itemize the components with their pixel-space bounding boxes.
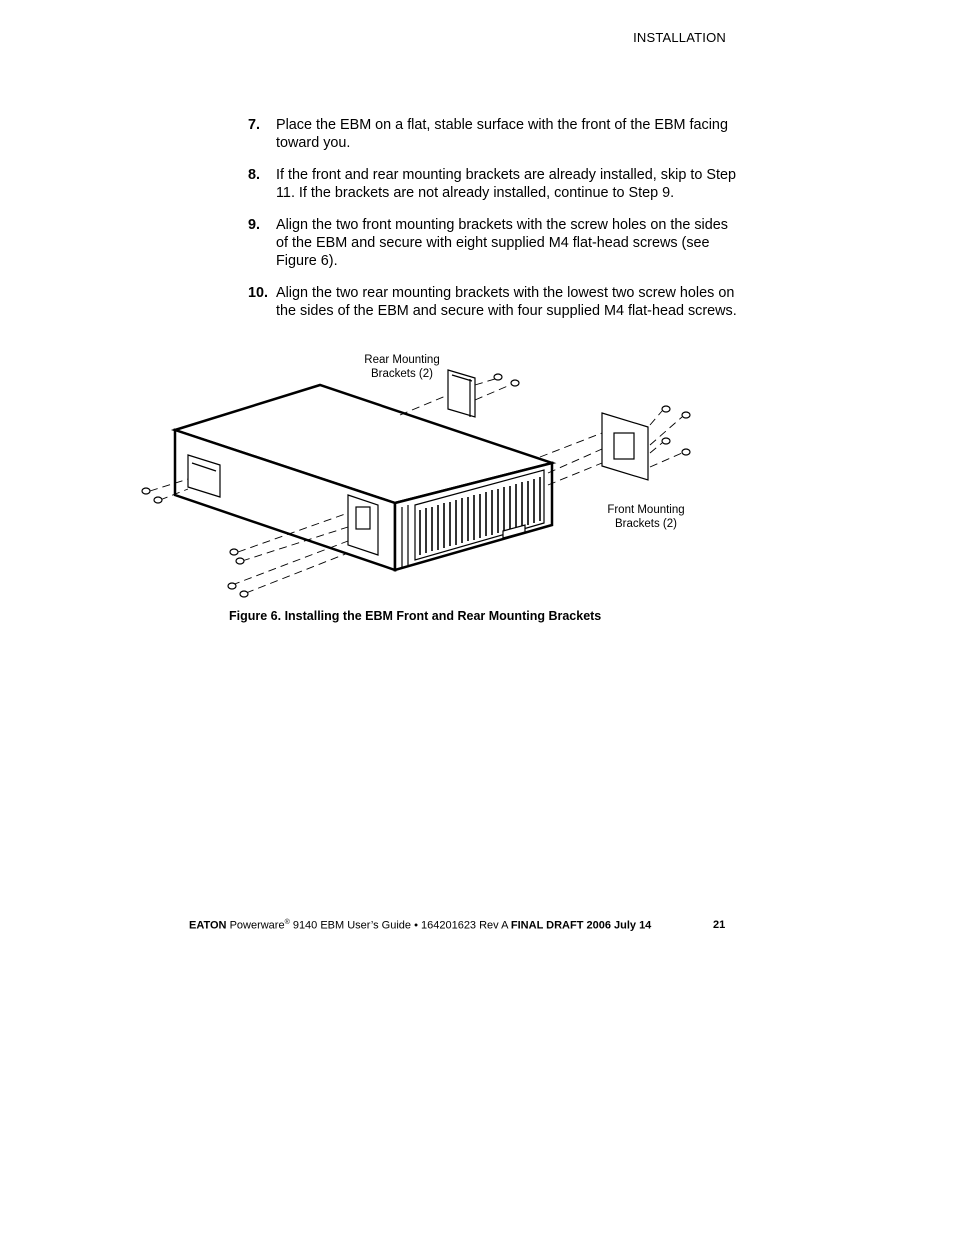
ebm-illustration [130, 345, 730, 605]
step-text: Align the two rear mounting brackets with the lowest two screw holes on the sides of the EBM and secure with four supplied M4 flat-head screws. [276, 285, 737, 319]
step-7 [248, 116, 738, 152]
installed-front-bracket [348, 495, 378, 555]
step-9 [248, 216, 738, 270]
rear-bracket-label [362, 353, 442, 381]
step-list [248, 116, 738, 334]
step-number: 7. [248, 117, 261, 133]
front-label-line2: Brackets (2) [615, 518, 677, 530]
loose-front-bracket [602, 413, 648, 480]
step-number: 8. [248, 167, 261, 183]
ebm-bracket-figure [130, 345, 730, 605]
footer-product: Powerware [229, 919, 285, 932]
loose-rear-bracket [448, 370, 475, 417]
step-number: 10. [248, 285, 269, 301]
front-label-line1: Front Mounting [607, 504, 685, 516]
step-text: Place the EBM on a flat, stable surface with the front of the EBM facing toward you. [276, 117, 728, 151]
page-number: 21 [713, 919, 726, 931]
page-footer [189, 919, 651, 932]
footer-brand: EATON [189, 919, 227, 932]
figure-caption: Figure 6. Installing the EBM Front and Rear Mounting Brackets [229, 609, 602, 623]
running-header: INSTALLATION [633, 30, 726, 45]
step-text: If the front and rear mounting brackets are already installed, skip to Step 11. If the brackets are not already installed, continue to Step 9. [276, 167, 736, 201]
step-8 [248, 166, 738, 202]
footer-guide: 9140 EBM User’s Guide • 164201623 Rev A [289, 919, 511, 932]
rear-label-line1: Rear Mounting [364, 354, 440, 366]
step-number: 9. [248, 217, 261, 233]
front-bracket-label [600, 503, 692, 531]
step-text: Align the two front mounting brackets with the screw holes on the sides of the EBM and secure with eight supplied M4 flat-head screws (see Figure 6). [276, 217, 728, 269]
rear-label-line2: Brackets (2) [371, 368, 433, 380]
step-10 [248, 284, 738, 320]
registered-mark: ® [284, 919, 290, 926]
footer-draft: FINAL DRAFT 2006 July 14 [510, 919, 652, 932]
